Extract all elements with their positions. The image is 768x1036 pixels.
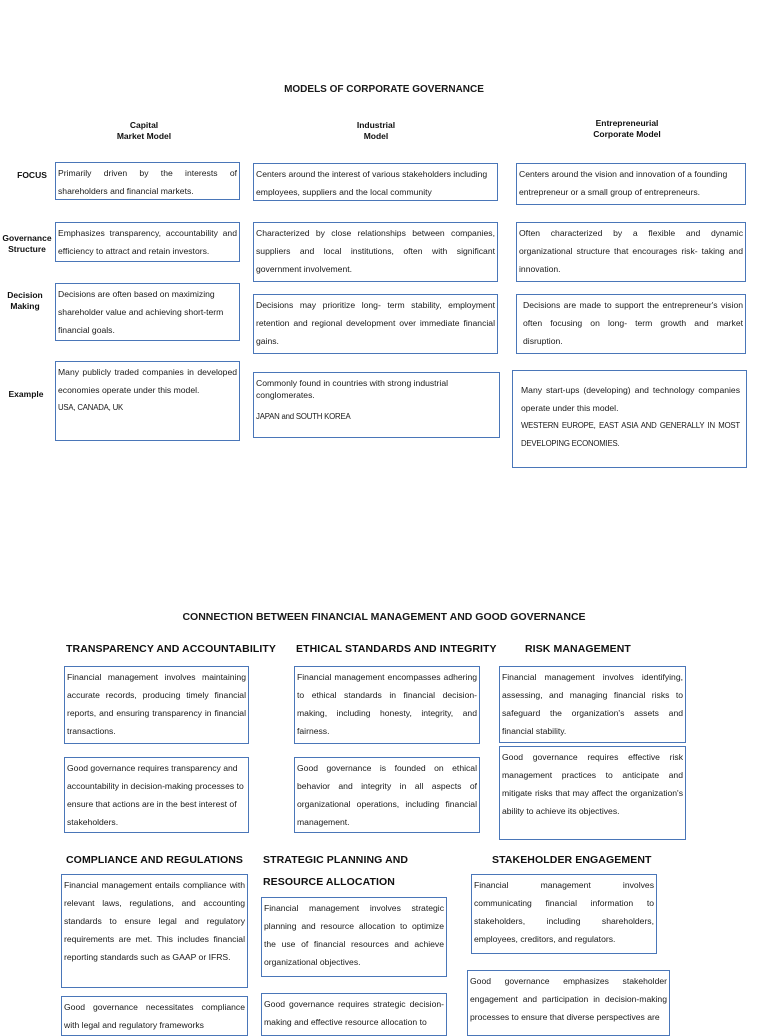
row-label-focus: FOCUS bbox=[17, 170, 47, 180]
heading-compliance: COMPLIANCE AND REGULATIONS bbox=[66, 854, 244, 866]
cell-example-capital bbox=[55, 361, 240, 441]
strategic-gg-box bbox=[261, 993, 447, 1036]
heading-risk: RISK MANAGEMENT bbox=[525, 643, 631, 655]
row-label-line: Structure bbox=[8, 244, 46, 254]
row-label-line: Decision bbox=[7, 290, 43, 300]
stakeholder-fm-box bbox=[471, 874, 657, 954]
models-title: MODELS OF CORPORATE GOVERNANCE bbox=[284, 84, 484, 95]
row-label-decision-making bbox=[3, 290, 47, 312]
cell-text: Decisions may prioritize long- term stability, employment retention and regional development over immediate financial gains. bbox=[256, 300, 495, 346]
column-header-industrial bbox=[316, 120, 436, 142]
row-label-governance-structure bbox=[0, 233, 54, 255]
box-text: Good governance necessitates compliance with legal and regulatory frameworks bbox=[64, 1002, 245, 1030]
box-text: Good governance is founded on ethical behavior and integrity in all aspects of organizational operations, including financial management. bbox=[297, 763, 477, 827]
box-text: Financial management involves maintaining accurate records, producing timely financial reports, and ensuring transparency in financial transactions. bbox=[67, 672, 246, 736]
heading-line: RESOURCE ALLOCATION bbox=[263, 876, 395, 888]
heading-line: STRATEGIC PLANNING AND bbox=[263, 854, 409, 866]
ethics-gg-box bbox=[294, 757, 480, 833]
cell-text: Decisions are often based on maximizing shareholder value and achieving short-term financial goals. bbox=[58, 289, 224, 335]
cell-text: Many publicly traded companies in developed economies operate under this model. bbox=[58, 367, 237, 395]
column-header-line: Entrepreneurial bbox=[595, 118, 659, 128]
cell-focus-capital bbox=[55, 162, 240, 200]
column-header-line: Capital bbox=[129, 120, 159, 130]
cell-countries: WESTERN EUROPE, EAST ASIA AND GENERALLY IN MOST DEVELOPING ECONOMIES. bbox=[521, 421, 740, 448]
risk-gg-box bbox=[499, 746, 686, 840]
cell-text: Decisions are made to support the entrepreneur's vision often focusing on long- term growth and market disruption. bbox=[523, 300, 743, 346]
box-text: Good governance requires effective risk management practices to anticipate and mitigate risks that may affect the organization's ability to achieve its objectives. bbox=[502, 752, 683, 816]
cell-example-industrial bbox=[253, 372, 500, 438]
box-text: Financial management involves strategic planning and resource allocation to optimize the use of financial resources and achieve organizational objectives. bbox=[264, 903, 444, 967]
stakeholder-gg-box bbox=[467, 970, 670, 1036]
connection-title: CONNECTION BETWEEN FINANCIAL MANAGEMENT AND GOOD GOVERNANCE bbox=[182, 611, 586, 623]
box-text: Good governance emphasizes stakeholder engagement and participation in decision-making processes to ensure that diverse perspectives are bbox=[470, 976, 667, 1022]
column-header-capital bbox=[84, 120, 204, 142]
cell-countries: JAPAN and SOUTH KOREA bbox=[256, 412, 351, 421]
cell-text: Characterized by close relationships between companies, suppliers and local institutions, often with significant government involvement. bbox=[256, 228, 495, 274]
cell-focus-industrial bbox=[253, 163, 498, 201]
heading-stakeholder: STAKEHOLDER ENGAGEMENT bbox=[492, 854, 652, 866]
cell-governance-capital bbox=[55, 222, 240, 262]
cell-countries: USA, CANADA, UK bbox=[58, 403, 124, 412]
row-label-line: Governance bbox=[2, 233, 52, 243]
compliance-gg-box bbox=[61, 996, 248, 1036]
box-text: Financial management involves communicating financial information to stakeholders, including shareholders, employees, creditors, and regulators. bbox=[474, 880, 654, 944]
ethics-fm-box bbox=[294, 666, 480, 744]
cell-text: Commonly found in countries with strong industrial conglomerates. bbox=[256, 378, 449, 400]
row-label-line: Making bbox=[10, 301, 40, 311]
cell-text: Centers around the interest of various stakeholders including employees, suppliers and the local community bbox=[256, 169, 488, 197]
cell-decision-industrial bbox=[253, 294, 498, 354]
cell-text: Many start-ups (developing) and technology companies operate under this model. bbox=[521, 385, 740, 413]
column-header-line: Market Model bbox=[116, 131, 172, 141]
cell-text: Centers around the vision and innovation of a founding entrepreneur or a small group of entrepreneurs. bbox=[519, 169, 728, 197]
cell-text: Often characterized by a flexible and dynamic organizational structure that encourages risk- taking and innovation. bbox=[519, 228, 743, 274]
compliance-fm-box bbox=[61, 874, 248, 988]
box-text: Financial management encompasses adhering to ethical standards in financial decision-making, including honesty, integrity, and fairness. bbox=[297, 672, 477, 736]
cell-decision-entrepreneurial bbox=[516, 294, 746, 354]
cell-text: Primarily driven by the interests of shareholders and financial markets. bbox=[58, 168, 237, 196]
column-header-entrepreneurial bbox=[567, 118, 687, 140]
cell-example-entrepreneurial bbox=[512, 370, 747, 468]
cell-decision-capital bbox=[55, 283, 240, 341]
cell-governance-industrial bbox=[253, 222, 498, 282]
transparency-gg-box bbox=[64, 757, 249, 833]
column-header-line: Industrial bbox=[356, 120, 396, 130]
box-text: Financial management entails compliance with relevant laws, regulations, and accounting standards to ensure legal and regulatory requirements are met. This includes financial reporting standards such as GAAP or IFRS. bbox=[64, 880, 245, 962]
cell-text: Emphasizes transparency, accountability and efficiency to attract and retain investors. bbox=[58, 228, 237, 256]
strategic-fm-box bbox=[261, 897, 447, 977]
cell-focus-entrepreneurial bbox=[516, 163, 746, 205]
column-header-line: Model bbox=[363, 131, 389, 141]
box-text: Good governance requires transparency and accountability in decision-making processes to ensure that actions are in the best interest of stakeholders. bbox=[67, 763, 244, 827]
box-text: Good governance requires strategic decision-making and effective resource allocation to bbox=[264, 999, 444, 1027]
cell-governance-entrepreneurial bbox=[516, 222, 746, 282]
heading-strategic bbox=[263, 854, 408, 888]
transparency-fm-box bbox=[64, 666, 249, 744]
heading-ethics: ETHICAL STANDARDS AND INTEGRITY bbox=[296, 643, 497, 655]
box-text: Financial management involves identifying, assessing, and managing financial risks to safeguard the organization's assets and financial stability. bbox=[502, 672, 683, 736]
row-label-example: Example bbox=[8, 389, 44, 399]
risk-fm-box bbox=[499, 666, 686, 743]
heading-transparency: TRANSPARENCY AND ACCOUNTABILITY bbox=[66, 643, 276, 655]
column-header-line: Corporate Model bbox=[593, 129, 661, 139]
